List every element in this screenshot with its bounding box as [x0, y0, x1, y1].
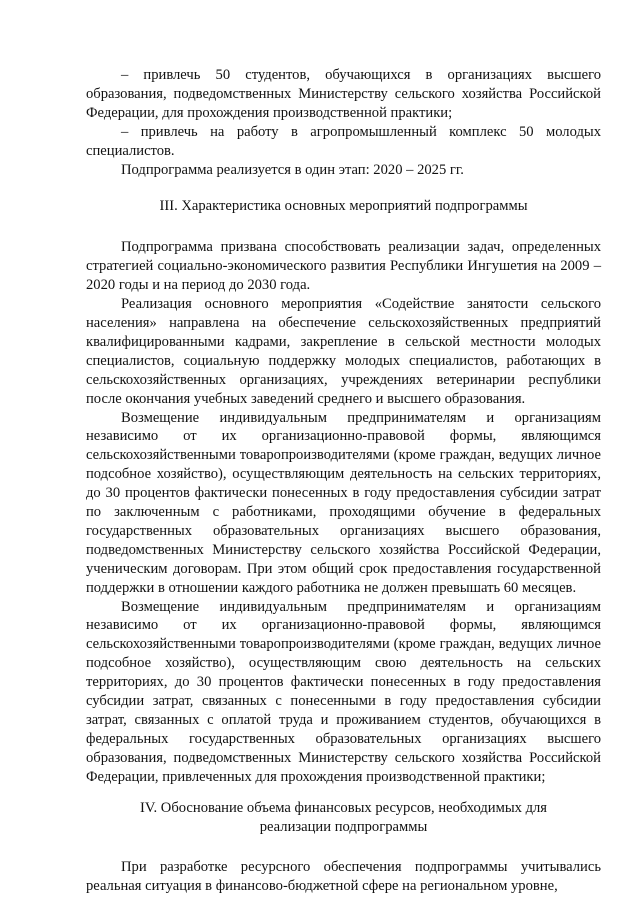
section-3-paragraph-4: Возмещение индивидуальным предпринимателям и организациям независимо от их организационно-правовой формы, являющимся сельскохозяйственными товаропроизводителями (кроме граждан, ведущих личное подсобное хозяйство), осуществляющим свою деятельность на сельских территориях, до 30 процентов фактически понесенных в году предоставления субсидии затрат, связанных с понесенными в году предоставления субсидии затрат, связанных с оплатой труда и проживанием студентов, обучающихся в федеральных государственных образовательных организациях высшего образования, подведомственных Министерству сельского хозяйства Российской Федерации, привлеченных для прохождения производственной практики;	[86, 598, 601, 785]
section-4-heading-line-1: IV. Обоснование объема финансовых ресурсов, необходимых для	[139, 799, 548, 816]
section-4-paragraph-1: При разработке ресурсного обеспечения подпрограммы учитывались реальная ситуация в финансово-бюджетной сфере на региональном уровне,	[86, 859, 601, 895]
section-3-paragraph-3: Возмещение индивидуальным предпринимателям и организациям независимо от их организационно-правовой формы, являющимся сельскохозяйственными товаропроизводителями (кроме граждан, ведущих личное подсобное хозяйство), осуществляющим деятельность на сельских территориях, до 30 процентов фактически понесенных в году предоставления субсидии затрат по заключенным с работниками, проходящими обучение в федеральных государственных образовательных организациях высшего образования, подведомственных Министерству сельского хозяйства Российской Федерации, ученическим договорам. При этом общий срок предоставления государственной поддержки в отношении каждого работника не должен превышать 60 месяцев.	[86, 409, 601, 596]
document-page	[86, 66, 601, 896]
section-4-heading-line-2: реализации подпрограммы	[259, 818, 428, 835]
goal-specialists-paragraph: – привлечь на работу в агропромышленный комплекс 50 молодых специалистов.	[86, 123, 601, 159]
section-3-heading: III. Характеристика основных мероприятий подпрограммы	[159, 198, 528, 215]
section-3-paragraph-2: Реализация основного мероприятия «Содействие занятости сельского населения» направлена на обеспечение сельскохозяйственных предприятий квалифицированными кадрами, закрепление в сельской местности молодых специалистов, социальную поддержку молодых специалистов, работающих в сельскохозяйственных организациях, учреждениях ветеринарии республики после окончания учебных заведений среднего и высшего образования.	[86, 296, 601, 407]
program-stage-paragraph: Подпрограмма реализуется в один этап: 2020 – 2025 гг.	[121, 161, 464, 178]
section-3-paragraph-1: Подпрограмма призвана способствовать реализации задач, определенных стратегией социально-экономического развития Республики Ингушетия на 2009 – 2020 годы и на период до 2030 года.	[86, 239, 601, 294]
goal-students-paragraph: – привлечь 50 студентов, обучающихся в организациях высшего образования, подведомственных Министерству сельского хозяйства Российской Федерации, для прохождения производственной практики;	[86, 67, 601, 121]
